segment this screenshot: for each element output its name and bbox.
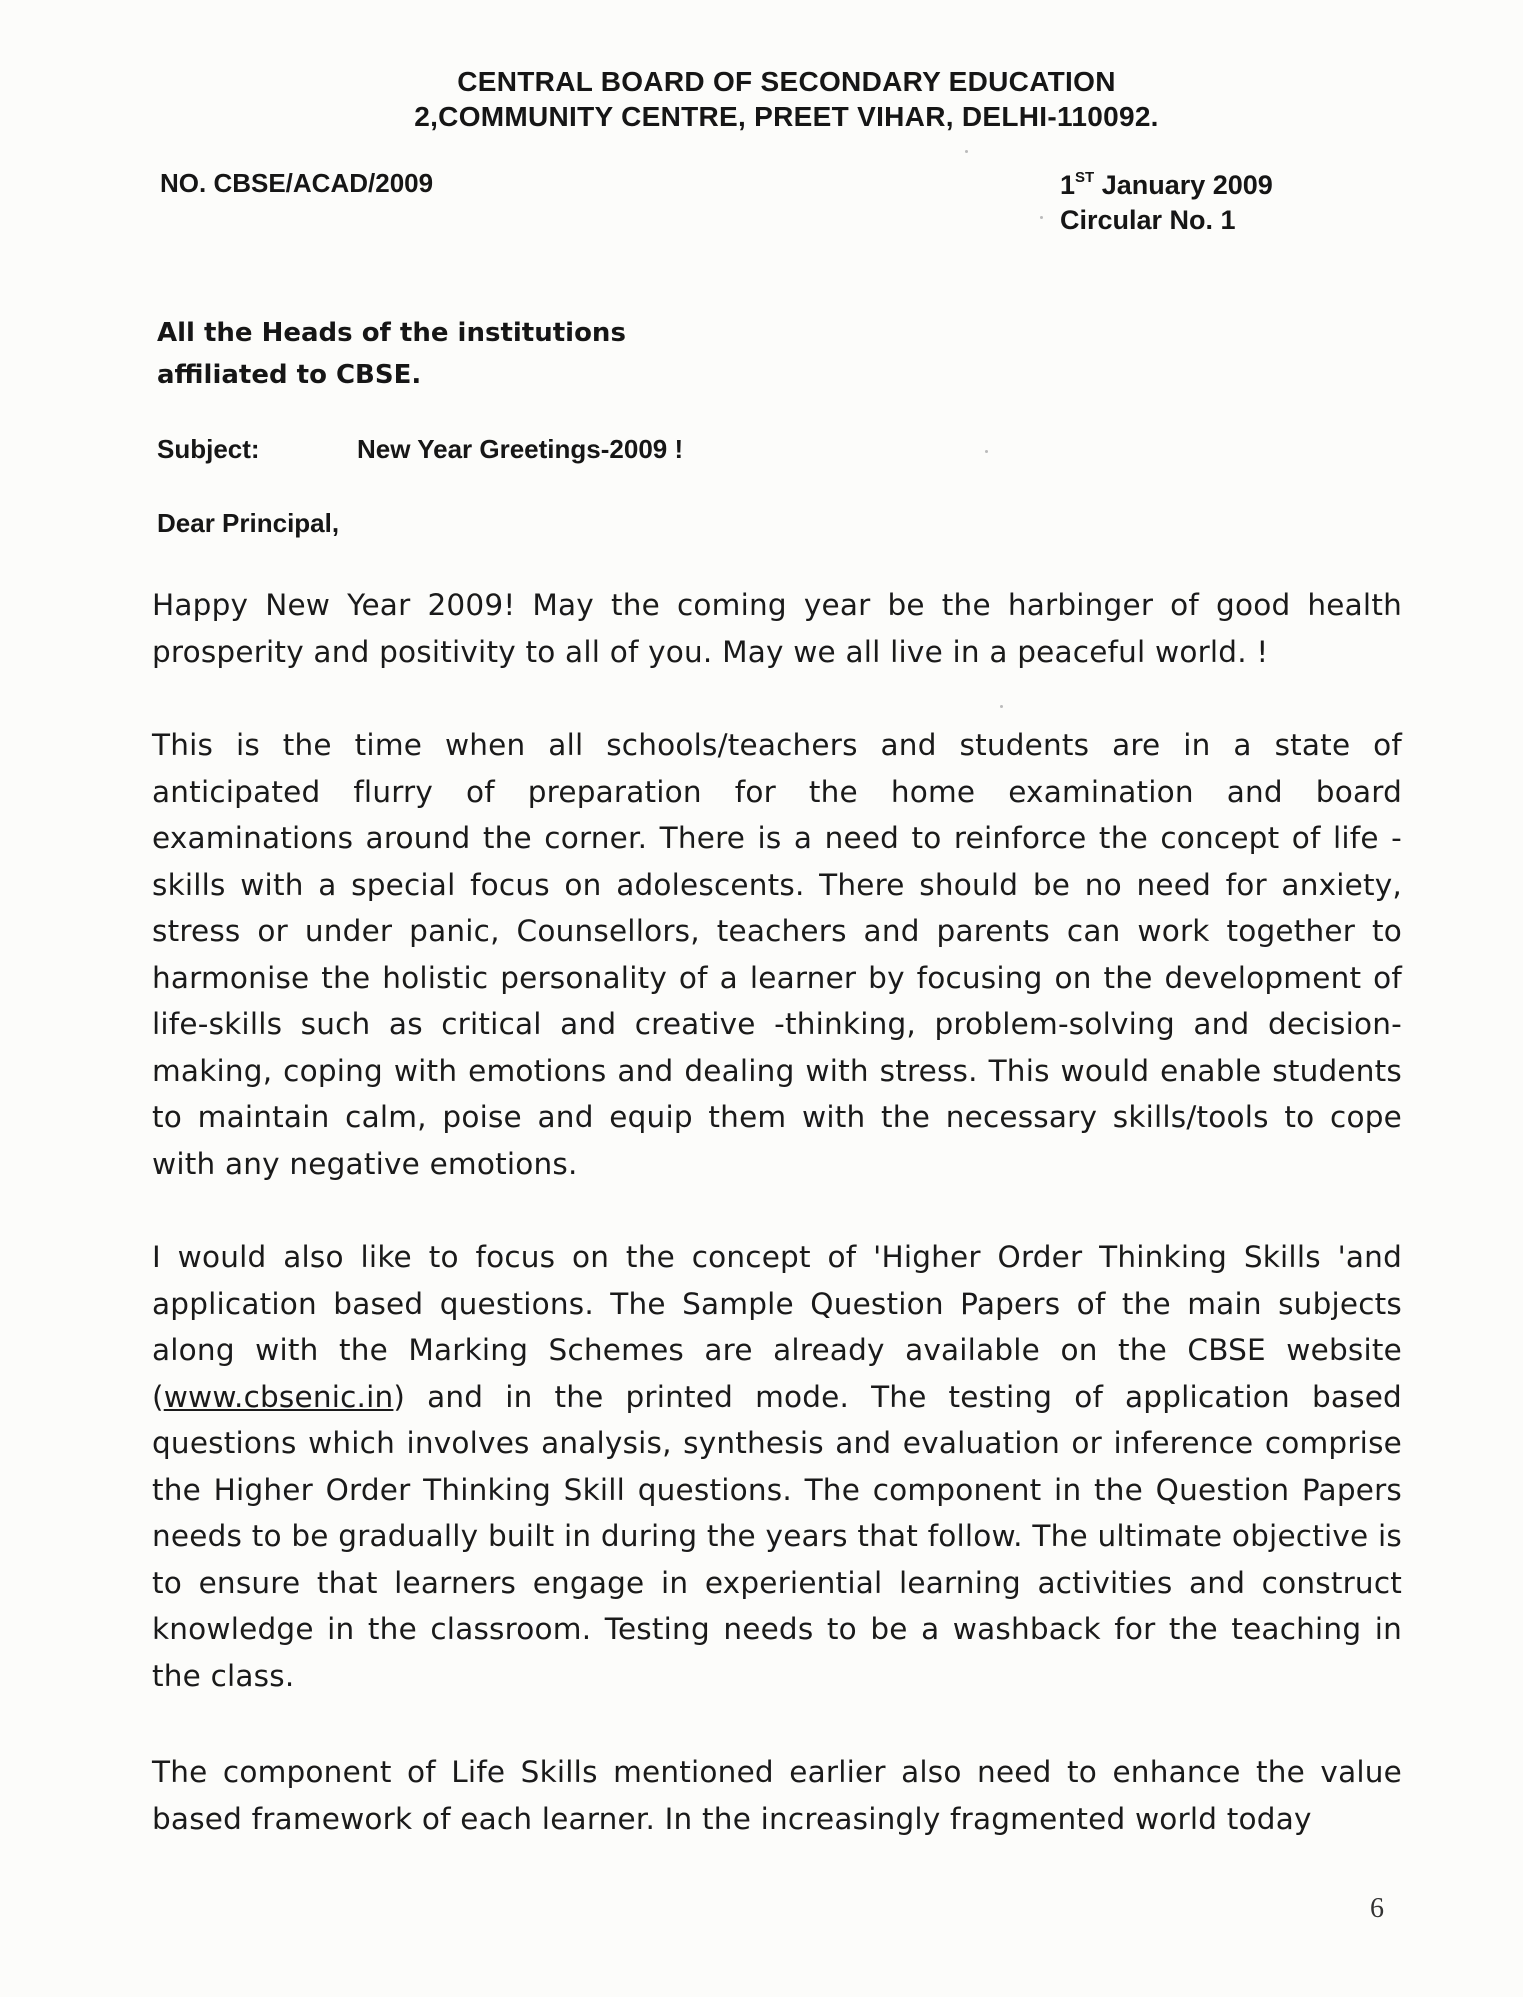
page-number: 6 xyxy=(1370,1893,1384,1924)
addressee xyxy=(157,312,626,396)
cbse-website-link[interactable]: www.cbsenic.in xyxy=(163,1379,394,1414)
circular-date xyxy=(1060,168,1273,203)
subject-label: Subject: xyxy=(157,434,260,464)
addressee-line: affiliated to CBSE. xyxy=(157,360,422,390)
subject-line xyxy=(157,434,684,465)
letterhead xyxy=(0,64,1523,134)
organization-name: CENTRAL BOARD OF SECONDARY EDUCATION xyxy=(457,66,1116,97)
reference-number: NO. CBSE/ACAD/2009 xyxy=(160,168,434,198)
circular-number: Circular No. 1 xyxy=(1060,205,1236,235)
scan-speck xyxy=(1040,216,1043,219)
paragraph-text: I would also like to focus on the concept of 'Higher Order Thinking Skills 'and application based questions. The Sample Question Papers of the main subjects along with the Marking Schemes are already available on the CBSE website ( xyxy=(152,1240,1402,1414)
paragraph-value-framework: The component of Life Skills mentioned earlier also need to enhance the value based framework of each learner. In the increasingly fragmented world today xyxy=(152,1755,1402,1836)
paragraph-hots xyxy=(152,1234,1402,1699)
scan-speck xyxy=(965,150,968,153)
addressee-line: All the Heads of the institutions xyxy=(157,318,626,348)
paragraph-life-skills: This is the time when all schools/teachers and students are in a state of anticipated flurry of preparation for the home examination and board examinations around the corner. There is a need to reinforce the concept of life -skills with a special focus on adolescents. There should be no need for anxiety, stress or under panic, Counsellors, teachers and parents can work together to harmonise the holistic personality of a learner by focusing on the development of life-skills such as critical and creative -thinking, problem-solving and decision- making, coping with emotions and dealing with stress. This would enable students to maintain calm, poise and equip them with the necessary skills/tools to cope with any negative emotions. xyxy=(152,728,1402,1181)
scan-speck xyxy=(1000,705,1003,708)
date-suffix: ST xyxy=(1075,169,1095,186)
scan-speck xyxy=(985,450,988,453)
subject-text: New Year Greetings-2009 ! xyxy=(357,434,684,464)
paragraph-text: ) and in the printed mode. The testing of application based questions which involves analysis, synthesis and evaluation or inference comprise the Higher Order Thinking Skill questions. The component in the Question Papers needs to be gradually built in during the years that follow. The ultimate objective is to ensure that learners engage in experiential learning activities and construct knowledge in the classroom. Testing needs to be a washback for the teaching in the class. xyxy=(152,1379,1402,1693)
date-month-year: January 2009 xyxy=(1094,170,1273,200)
date-day: 1 xyxy=(1060,170,1076,200)
salutation: Dear Principal, xyxy=(157,508,340,538)
paragraph-greeting: Happy New Year 2009! May the coming year be the harbinger of good health prosperity and positivity to all of you. May we all live in a peaceful world. ! xyxy=(152,588,1402,669)
organization-address: 2,COMMUNITY CENTRE, PREET VIHAR, DELHI-110092. xyxy=(414,101,1159,132)
date-block xyxy=(1060,168,1273,238)
